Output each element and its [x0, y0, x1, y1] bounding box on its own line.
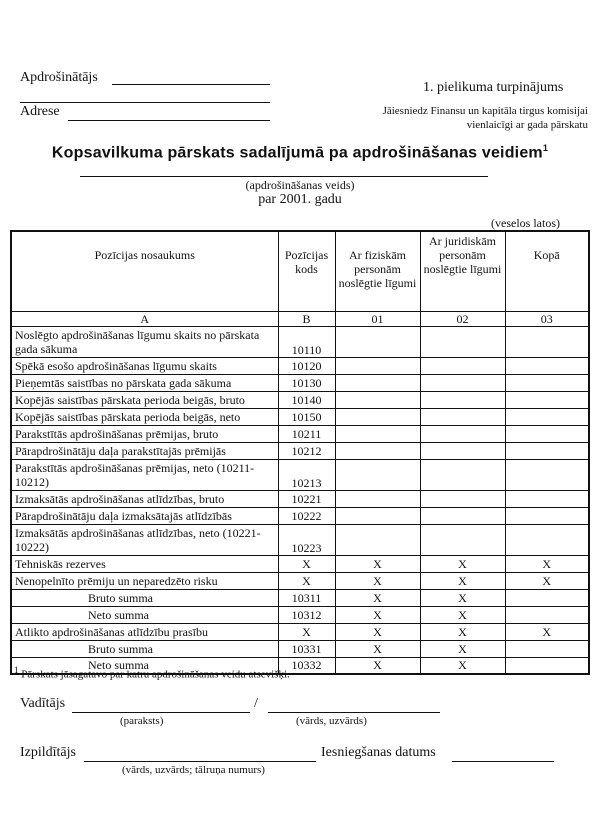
insurer-field-continuation[interactable] — [20, 102, 270, 103]
row-code: 10312 — [278, 606, 335, 623]
value-cell-02[interactable] — [420, 357, 505, 374]
value-cell-01[interactable]: X — [335, 572, 420, 589]
value-cell-03[interactable] — [505, 589, 589, 606]
table-row — [11, 640, 589, 657]
row-name: Parakstītās apdrošināšanas prēmijas, neto (10211-10212) — [11, 459, 278, 490]
header-col-03: Kopā — [505, 231, 589, 311]
table-row — [11, 391, 589, 408]
row-code: 10213 — [278, 459, 335, 490]
value-cell-02[interactable] — [420, 391, 505, 408]
signature-separator: / — [254, 696, 258, 711]
value-cell-02[interactable] — [420, 408, 505, 425]
value-cell-02[interactable]: X — [420, 555, 505, 572]
value-cell-02[interactable] — [420, 524, 505, 555]
value-cell-02[interactable]: X — [420, 640, 505, 657]
row-name: Izmaksātās apdrošināšanas atlīdzības, bruto — [11, 490, 278, 507]
value-cell-03[interactable] — [505, 374, 589, 391]
value-cell-02[interactable]: X — [420, 623, 505, 640]
submission-date-field[interactable] — [452, 761, 554, 762]
col-code-03: 03 — [505, 311, 589, 326]
table-row — [11, 524, 589, 555]
row-code: 10110 — [278, 326, 335, 357]
appendix-note-line-1: Jāiesniedz Finansu un kapitāla tirgus komisijai — [382, 105, 588, 117]
value-cell-01[interactable] — [335, 391, 420, 408]
value-cell-01[interactable] — [335, 326, 420, 357]
table-row — [11, 572, 589, 589]
insurer-field[interactable] — [112, 84, 270, 85]
value-cell-03[interactable] — [505, 326, 589, 357]
row-name: Kopējās saistības pārskata perioda beigās, neto — [11, 408, 278, 425]
table-header-row — [11, 231, 589, 311]
row-name: Spēkā esošo apdrošināšanas līgumu skaits — [11, 357, 278, 374]
preparer-label: Izpildītājs — [20, 745, 76, 760]
row-name: Parakstītās apdrošināšanas prēmijas, bruto — [11, 425, 278, 442]
value-cell-03[interactable] — [505, 657, 589, 674]
value-cell-03[interactable] — [505, 442, 589, 459]
col-code-b: B — [278, 311, 335, 326]
table-row — [11, 442, 589, 459]
row-name: Bruto summa — [11, 589, 278, 606]
value-cell-01[interactable] — [335, 524, 420, 555]
row-code: 10140 — [278, 391, 335, 408]
value-cell-01[interactable] — [335, 459, 420, 490]
table-row — [11, 425, 589, 442]
value-cell-01[interactable] — [335, 442, 420, 459]
footnote-mark: 1 — [14, 665, 19, 675]
value-cell-02[interactable] — [420, 459, 505, 490]
appendix-note-line-2: vienlaicīgi ar gada pārskatu — [466, 119, 588, 131]
value-cell-02[interactable]: X — [420, 572, 505, 589]
header-col-01: Ar fiziskām personām noslēgtie līgumi — [335, 231, 420, 311]
row-name: Neto summa — [11, 657, 278, 674]
table-row — [11, 326, 589, 357]
row-code: 10212 — [278, 442, 335, 459]
row-code: 10331 — [278, 640, 335, 657]
row-name: Pieņemtās saistības no pārskata gada sākuma — [11, 374, 278, 391]
table-row — [11, 589, 589, 606]
value-cell-02[interactable] — [420, 326, 505, 357]
row-code: X — [278, 623, 335, 640]
value-cell-02[interactable] — [420, 490, 505, 507]
value-cell-03[interactable] — [505, 524, 589, 555]
footnote — [14, 665, 290, 681]
value-cell-03[interactable] — [505, 357, 589, 374]
value-cell-03[interactable] — [505, 507, 589, 524]
table-row — [11, 623, 589, 640]
table-row — [11, 357, 589, 374]
row-name: Pārapdrošinātāju daļa parakstītajās prēmijās — [11, 442, 278, 459]
preparer-field[interactable] — [84, 761, 316, 762]
value-cell-03[interactable] — [505, 408, 589, 425]
currency-note: (veselos latos) — [491, 216, 560, 230]
value-cell-01[interactable]: X — [335, 555, 420, 572]
row-name: Nenopelnīto prēmiju un neparedzēto risku — [11, 572, 278, 589]
value-cell-01[interactable]: X — [335, 640, 420, 657]
submission-date-label: Iesniegšanas datums — [321, 745, 436, 760]
row-name: Noslēgto apdrošināšanas līgumu skaits no pārskata gada sākuma — [11, 326, 278, 357]
table-row — [11, 408, 589, 425]
value-cell-02[interactable] — [420, 425, 505, 442]
preparer-caption: (vārds, uzvārds; tālruņa numurs) — [122, 764, 265, 776]
value-cell-01[interactable]: X — [335, 623, 420, 640]
manager-signature-field[interactable] — [72, 712, 250, 713]
column-code-row — [11, 311, 589, 326]
insurer-label: Apdrošinātājs — [20, 70, 98, 85]
value-cell-02[interactable]: X — [420, 606, 505, 623]
value-cell-03[interactable]: X — [505, 572, 589, 589]
value-cell-01[interactable] — [335, 408, 420, 425]
row-name: Pārapdrošinātāju daļa izmaksātajās atlīdzībās — [11, 507, 278, 524]
insurance-type-field[interactable] — [80, 176, 488, 177]
value-cell-01[interactable] — [335, 507, 420, 524]
value-cell-03[interactable] — [505, 606, 589, 623]
value-cell-02[interactable] — [420, 374, 505, 391]
report-table — [10, 230, 590, 675]
row-code: 10150 — [278, 408, 335, 425]
col-code-01: 01 — [335, 311, 420, 326]
name-caption: (vārds, uzvārds) — [296, 715, 367, 727]
title-footnote-mark: 1 — [542, 143, 549, 153]
table-row — [11, 555, 589, 572]
report-title: Kopsavilkuma pārskats sadalījumā pa apdrošināšanas veidiem$^1$ — [51, 143, 549, 162]
value-cell-01[interactable] — [335, 374, 420, 391]
row-name: Kopējās saistības pārskata perioda beigās, bruto — [11, 391, 278, 408]
row-name: Bruto summa — [11, 640, 278, 657]
value-cell-03[interactable] — [505, 425, 589, 442]
row-code: 10211 — [278, 425, 335, 442]
appendix-title: 1. pielikuma turpinājums — [423, 80, 564, 95]
row-name: Izmaksātās apdrošināšanas atlīdzības, neto (10221-10222) — [11, 524, 278, 555]
signature-caption: (paraksts) — [120, 715, 164, 727]
row-code: 10311 — [278, 589, 335, 606]
value-cell-02[interactable]: X — [420, 589, 505, 606]
col-code-02: 02 — [420, 311, 505, 326]
row-code: 10221 — [278, 490, 335, 507]
table-row — [11, 507, 589, 524]
value-cell-03[interactable]: X — [505, 623, 589, 640]
header-position-code: Pozīcijas kods — [278, 231, 335, 311]
value-cell-03[interactable] — [505, 459, 589, 490]
row-name: Tehniskās rezerves — [11, 555, 278, 572]
row-name: Neto summa — [11, 606, 278, 623]
row-code: X — [278, 555, 335, 572]
value-cell-01[interactable]: X — [335, 589, 420, 606]
value-cell-01[interactable] — [335, 490, 420, 507]
header-position-name: Pozīcijas nosaukums — [11, 231, 278, 311]
row-code: X — [278, 572, 335, 589]
manager-name-field[interactable] — [268, 712, 440, 713]
row-name: Atlikto apdrošināšanas atlīdzību prasību — [11, 623, 278, 640]
insurance-type-caption: (apdrošināšanas veids) — [245, 178, 355, 192]
value-cell-03[interactable] — [505, 391, 589, 408]
table-row — [11, 490, 589, 507]
table-row — [11, 606, 589, 623]
col-code-a: A — [11, 311, 278, 326]
value-cell-02[interactable]: X — [420, 657, 505, 674]
value-cell-01[interactable]: X — [335, 606, 420, 623]
value-cell-03[interactable]: X — [505, 555, 589, 572]
header-col-02: Ar juridiskām personām noslēgtie līgumi — [420, 231, 505, 311]
row-code: 10222 — [278, 507, 335, 524]
row-code: 10120 — [278, 357, 335, 374]
value-cell-01[interactable] — [335, 425, 420, 442]
value-cell-03[interactable] — [505, 490, 589, 507]
value-cell-01[interactable]: X — [335, 657, 420, 674]
value-cell-02[interactable] — [420, 507, 505, 524]
value-cell-01[interactable] — [335, 357, 420, 374]
row-code: 10130 — [278, 374, 335, 391]
table-row — [11, 459, 589, 490]
manager-label: Vadītājs — [20, 696, 66, 711]
value-cell-03[interactable] — [505, 640, 589, 657]
address-field[interactable] — [68, 120, 270, 121]
row-code: 10223 — [278, 524, 335, 555]
value-cell-02[interactable] — [420, 442, 505, 459]
table-row — [11, 374, 589, 391]
row-code: 10332 — [278, 657, 335, 674]
footnote-text: Pārskats jāsagatavo par katru apdrošināšanas veidu atsevišķi. — [21, 668, 290, 681]
address-label: Adrese — [20, 104, 60, 119]
report-year: par 2001. gadu — [258, 192, 342, 207]
